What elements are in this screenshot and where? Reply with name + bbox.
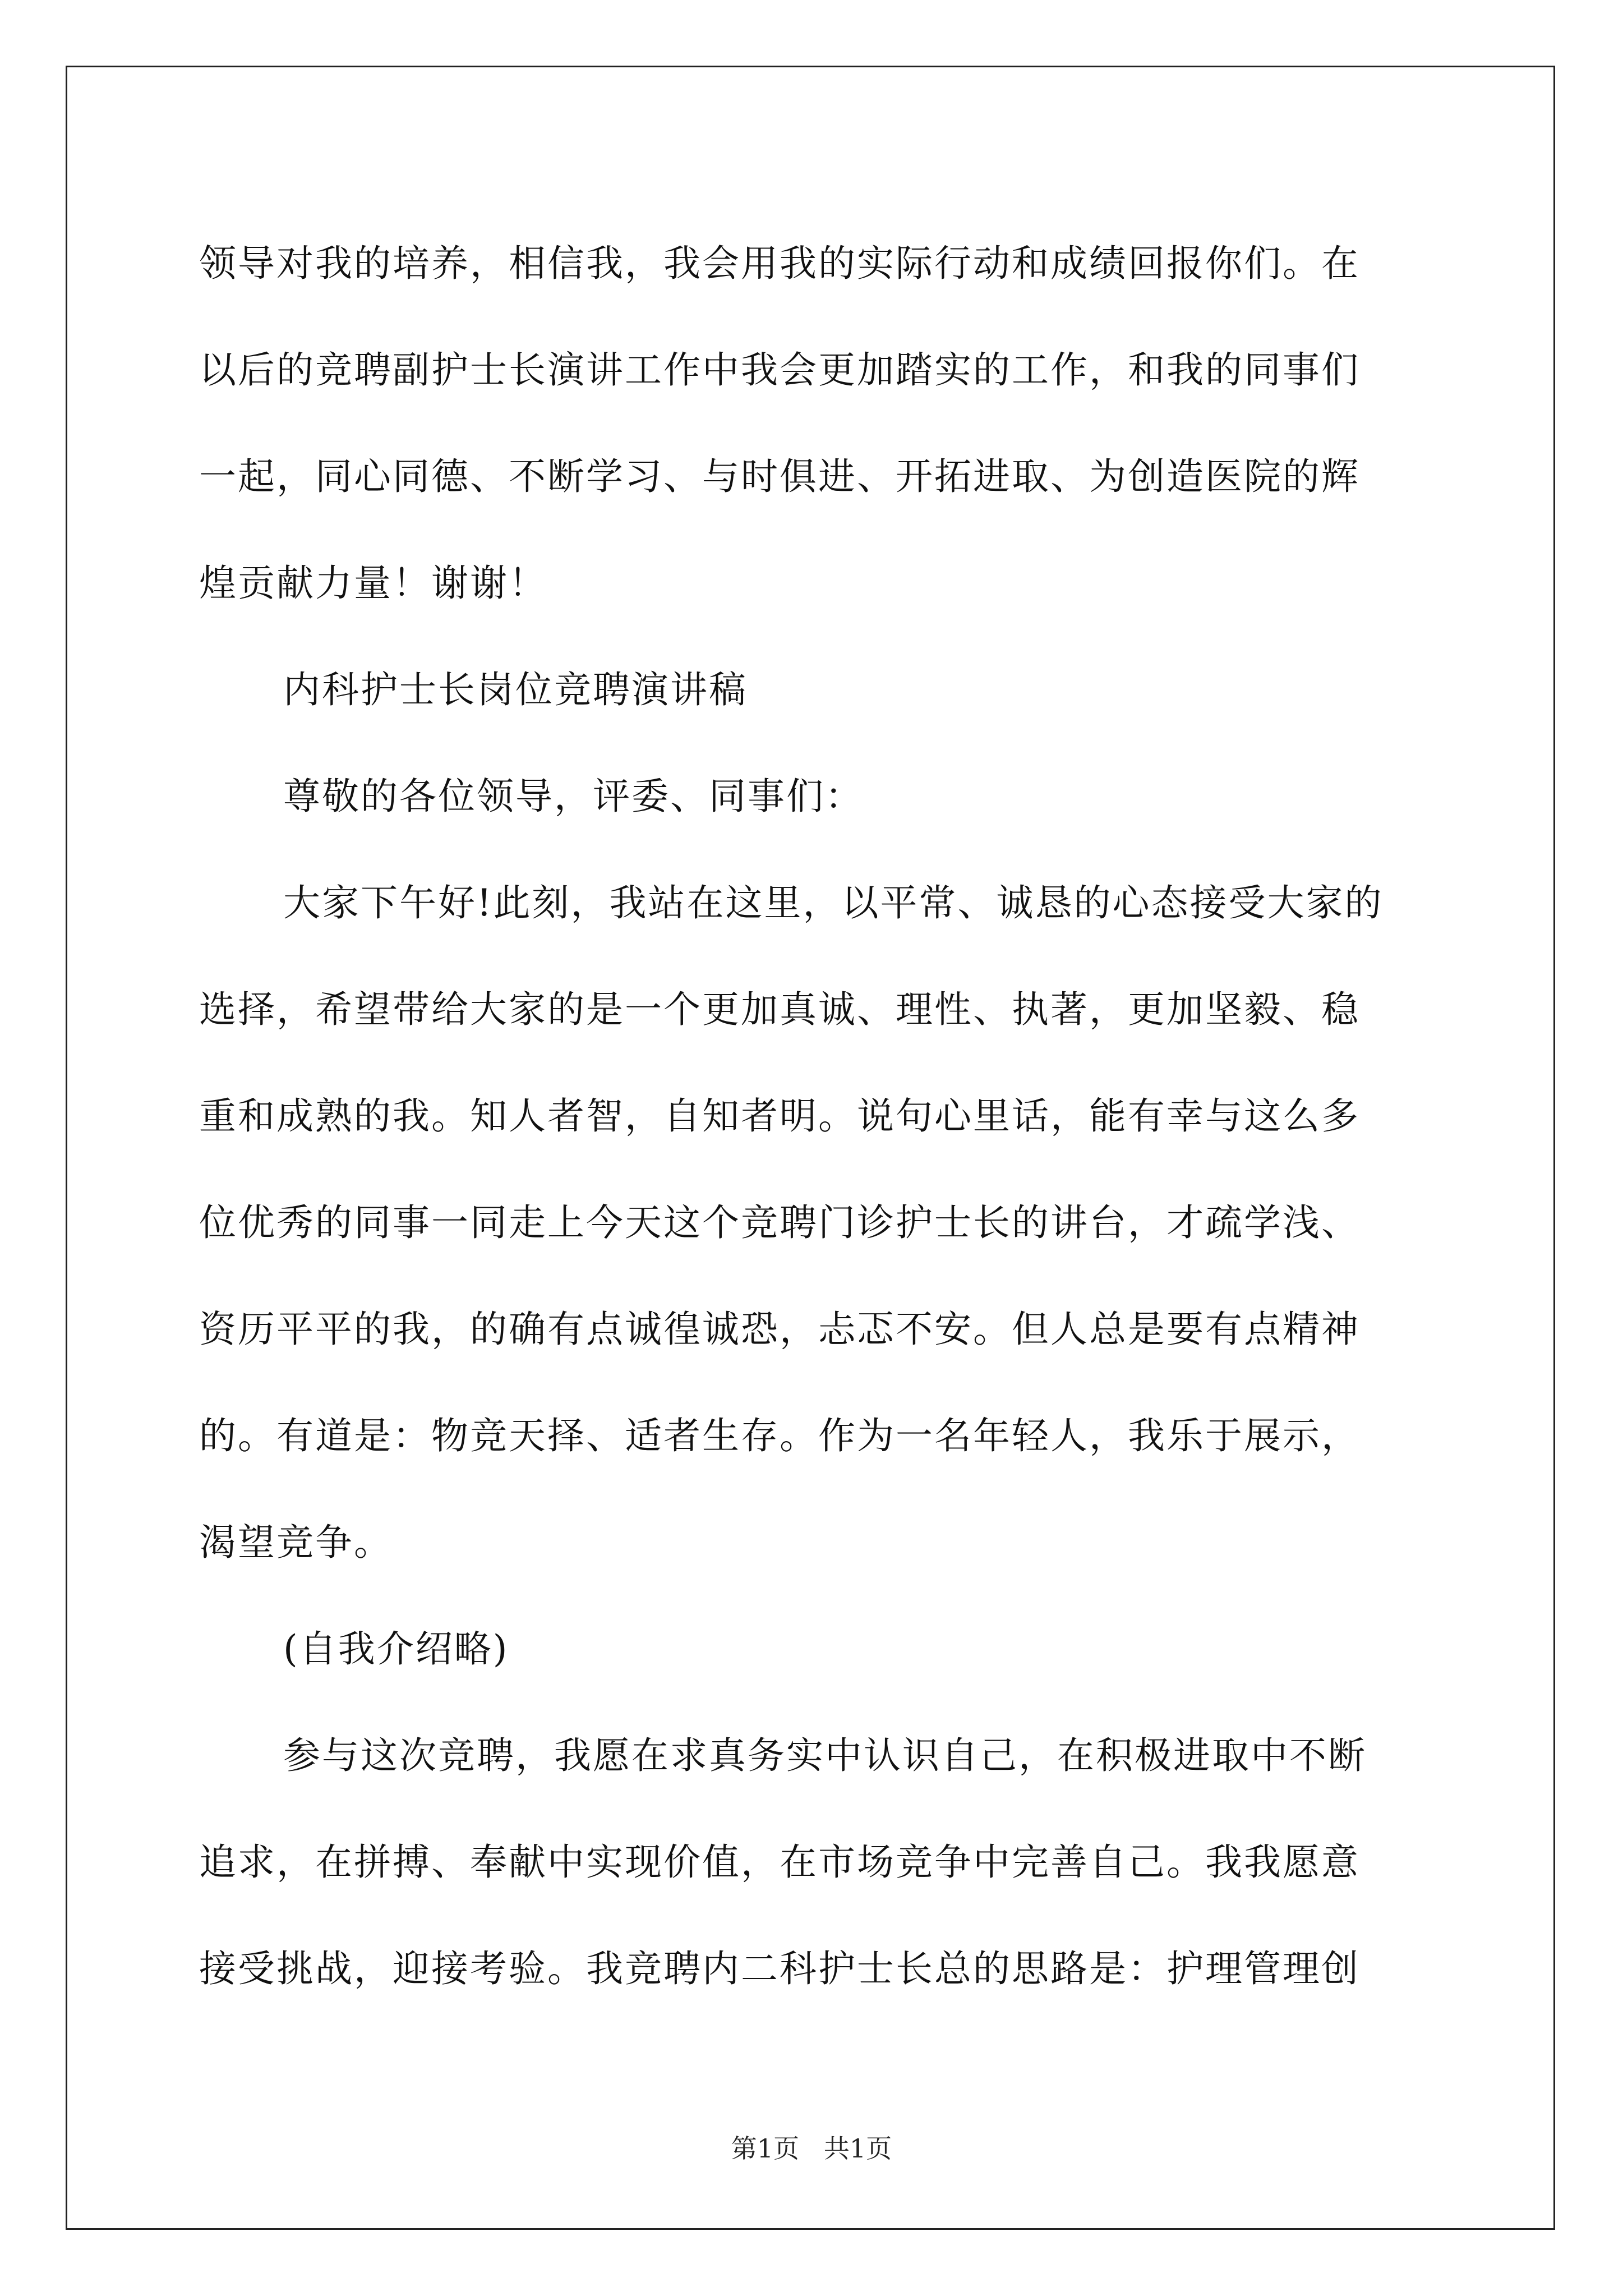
text-line: 位优秀的同事一同走上今天这个竞聘门诊护士长的讲台，才疏学浅、: [199, 1201, 1360, 1244]
text-line: 追求，在拼搏、奉献中实现价值，在市场竞争中完善自己。我我愿意: [199, 1841, 1360, 1884]
document-body: [199, 210, 1433, 2022]
salutation: 尊敬的各位领导，评委、同事们：: [283, 775, 864, 818]
text-line: 渴望竞争。: [199, 1521, 393, 1564]
section-title: 内科护士长岗位竞聘演讲稿: [283, 668, 748, 711]
text-line: 重和成熟的我。知人者智，自知者明。说句心里话，能有幸与这么多: [199, 1094, 1360, 1138]
text-line: (自我介绍略): [283, 1627, 509, 1671]
text-line: 接受挑战，迎接考验。我竞聘内二科护士长总的思路是：护理管理创: [199, 1947, 1360, 1990]
text-line: 煌贡献力量！谢谢！: [199, 562, 547, 605]
text-line: 选择，希望带给大家的是一个更加真诚、理性、执著，更加坚毅、稳: [199, 988, 1360, 1031]
text-line: 以后的竞聘副护士长演讲工作中我会更加踏实的工作，和我的同事们: [199, 348, 1360, 392]
text-line: 一起，同心同德、不断学习、与时俱进、开拓进取、为创造医院的辉: [199, 455, 1360, 498]
page-footer: 第1页 共1页: [731, 2133, 892, 2164]
text-line: 领导对我的培养，相信我，我会用我的实际行动和成绩回报你们。在: [199, 242, 1360, 285]
text-line: 大家下午好!此刻，我站在这里，以平常、诚恳的心态接受大家的: [283, 881, 1384, 924]
text-line: 资历平平的我，的确有点诚徨诚恐，忐忑不安。但人总是要有点精神: [199, 1308, 1360, 1351]
text-line: 的。有道是：物竞天择、适者生存。作为一名年轻人，我乐于展示，: [199, 1414, 1360, 1457]
text-line: 参与这次竞聘，我愿在求真务实中认识自己，在积极进取中不断: [283, 1734, 1367, 1777]
